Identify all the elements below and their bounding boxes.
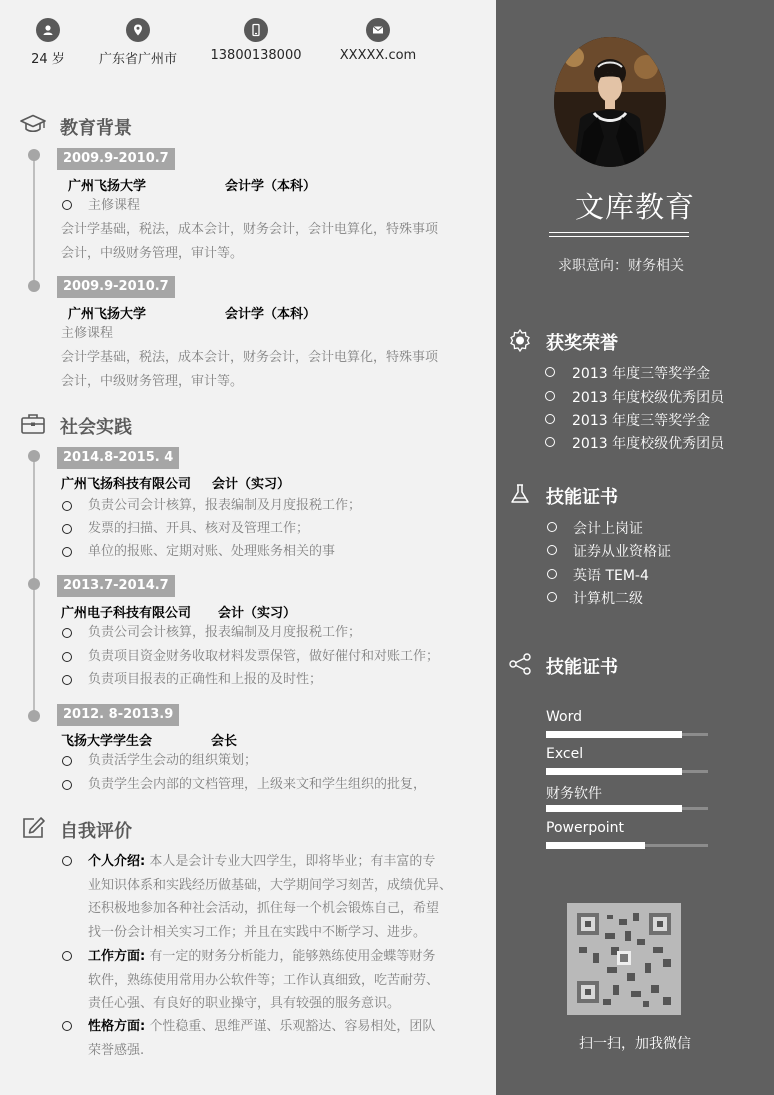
practice-role: 会长 <box>211 734 238 749</box>
timeline-dot <box>28 450 40 462</box>
mail-icon <box>366 18 390 42</box>
skill-name: Excel <box>546 746 584 762</box>
briefcase-icon <box>20 411 46 441</box>
evaluation-line: 本人是会计专业大四学生，即将毕业；有丰富的专 <box>145 854 436 869</box>
bullet-circle <box>547 592 557 602</box>
practice-role: 会计（实习） <box>212 477 291 492</box>
divider-line <box>549 236 689 237</box>
bullet-circle <box>547 522 557 532</box>
evaluation-line: 个性稳重、思维严谨、乐观豁达、容易相处，团队 <box>145 1019 436 1034</box>
bullet-circle <box>62 524 72 534</box>
evaluation-line: 荣誉感强. <box>88 1042 145 1058</box>
education-date-badge: 2009.9-2010.7 <box>57 148 175 170</box>
wechat-qr-code[interactable] <box>567 903 681 1015</box>
practice-item: 负责学生会内部的文档管理，上级来文和学生组织的批复， <box>88 777 427 792</box>
evaluation-title: 自我评价 <box>60 821 132 842</box>
user-icon <box>36 18 60 42</box>
skill-bar-fill <box>546 842 645 849</box>
bullet-circle <box>62 675 72 685</box>
candidate-name: 文库教育 <box>574 190 695 224</box>
skill-bar-fill <box>546 731 682 738</box>
course-line: 会计学基础，税法，成本会计，财务会计，会计电算化，特殊事项 <box>61 350 439 365</box>
contact-phone <box>210 18 302 63</box>
practice-item: 负责公司会计核算，报表编制及月度报税工作； <box>88 625 362 640</box>
divider-line <box>549 232 689 233</box>
skill-bar-fill <box>546 768 682 775</box>
timeline-dot <box>28 578 40 590</box>
bullet-circle <box>62 1021 72 1031</box>
email-text: XXXXX.com <box>339 48 417 63</box>
skill-name: Powerpoint <box>546 820 625 836</box>
skill-bar-fill <box>546 805 682 812</box>
education-date-badge: 2009.9-2010.7 <box>57 276 175 298</box>
qr-caption: 扫一扫，加我微信 <box>579 1036 691 1052</box>
bullet-circle <box>545 437 555 447</box>
practice-org: 广州电子科技有限公司 <box>61 606 192 621</box>
cert-item: 计算机二级 <box>573 591 643 607</box>
contact-email <box>338 18 418 63</box>
evaluation-line: 找一份会计相关实习工作；并且在实践中不断学习、进步。 <box>88 924 427 940</box>
practice-item: 负责公司会计核算，报表编制及月度报税工作； <box>88 498 362 513</box>
evaluation-item-character <box>88 1015 456 1062</box>
evaluation-line: 责任心强、有良好的职业操守，具有较强的服务意识。 <box>88 996 401 1011</box>
contact-bar <box>0 18 496 78</box>
practice-item: 单位的报账、定期对账、处理账务相关的事 <box>88 544 336 559</box>
practice-item: 负责项目报表的正确性和上报的及时性； <box>88 672 323 687</box>
practice-date-badge: 2012. 8-2013.9 <box>57 704 179 726</box>
practice-item: 发票的扫描、开具、核对及管理工作； <box>88 521 310 536</box>
timeline-dot <box>28 149 40 161</box>
evaluation-item-intro <box>88 850 456 944</box>
timeline-dot <box>28 280 40 292</box>
contact-location <box>96 18 180 67</box>
cert-item: 英语 TEM-4 <box>573 568 649 584</box>
share-nodes-icon <box>508 652 532 680</box>
practice-date-badge: 2014.8-2015. 4 <box>57 447 179 469</box>
location-pin-icon <box>126 18 150 42</box>
award-item: 2013 年度三等奖学金 <box>572 366 711 382</box>
phone-text: 13800138000 <box>210 48 302 63</box>
bullet-circle <box>62 780 72 790</box>
bullet-circle <box>545 391 555 401</box>
practice-role: 会计（实习） <box>218 606 297 621</box>
location-text: 广东省广州市 <box>98 52 177 67</box>
course-line: 会计，中级财务管理，审计等。 <box>61 246 244 261</box>
award-item: 2013 年度校级优秀团员 <box>572 390 725 406</box>
education-course-text <box>61 218 456 266</box>
phone-icon <box>244 18 268 42</box>
evaluation-label: 性格方面: <box>88 1019 146 1034</box>
award-item: 2013 年度校级优秀团员 <box>572 436 725 452</box>
right-sidebar <box>496 0 774 1095</box>
certs-header <box>508 482 618 510</box>
education-header <box>20 113 132 141</box>
evaluation-line: 软件，熟练使用常用办公软件等；工作认真细致，吃苦耐劳、 <box>88 972 440 988</box>
award-medal-icon <box>508 328 532 356</box>
course-line: 会计，中级财务管理，审计等。 <box>61 374 244 389</box>
bullet-circle <box>62 951 72 961</box>
bullet-circle <box>545 367 555 377</box>
bullet-circle <box>547 545 557 555</box>
bullet-circle <box>62 547 72 557</box>
skill-name: Word <box>546 709 582 725</box>
award-item: 2013 年度三等奖学金 <box>572 413 711 429</box>
bullet-circle <box>545 414 555 424</box>
education-major: 会计学（本科） <box>225 179 317 194</box>
job-objective: 求职意向：财务相关 <box>558 258 684 274</box>
practice-date-badge: 2013.7-2014.7 <box>57 575 175 597</box>
education-course-text <box>61 346 456 394</box>
education-major: 会计学（本科） <box>225 307 317 322</box>
bullet-circle <box>62 652 72 662</box>
practice-title: 社会实践 <box>60 417 132 438</box>
practice-org: 广州飞扬科技有限公司 <box>61 477 192 492</box>
education-timeline-line <box>33 154 35 286</box>
graduation-cap-icon <box>20 112 46 142</box>
certs-title: 技能证书 <box>546 487 618 508</box>
evaluation-line: 业知识体系和实践经历做基础，大学期间学习刻苦，成绩优异、 <box>88 877 453 893</box>
awards-title: 获奖荣誉 <box>546 333 618 354</box>
evaluation-line: 有一定的财务分析能力，能够熟练使用金蝶等财务 <box>145 949 436 964</box>
bullet-circle <box>62 628 72 638</box>
contact-age <box>28 18 68 67</box>
evaluation-label: 工作方面: <box>88 949 146 964</box>
evaluation-label: 个人介绍: <box>88 854 146 869</box>
evaluation-header <box>20 816 132 844</box>
practice-org: 飞扬大学学生会 <box>61 734 153 749</box>
cert-item: 证券从业资格证 <box>573 544 671 560</box>
education-title: 教育背景 <box>60 118 132 139</box>
age-text: 24 岁 <box>31 52 65 67</box>
evaluation-line: 还积极地参加各种社会活动，抓住每一个机会锻炼自己，希望 <box>88 901 440 916</box>
flask-icon <box>508 482 532 510</box>
evaluation-item-work <box>88 945 456 1016</box>
awards-header <box>508 328 618 356</box>
bullet-circle <box>62 200 72 210</box>
education-course-label: 主修课程 <box>88 198 141 213</box>
skills-header <box>508 652 618 680</box>
practice-item: 负责项目资金财务收取材料发票保管，做好催付和对账工作； <box>88 649 440 664</box>
skill-name: 财务软件 <box>546 786 602 802</box>
practice-header <box>20 412 132 440</box>
skills-title: 技能证书 <box>546 657 618 678</box>
practice-item: 负责活学生会动的组织策划； <box>88 753 258 768</box>
education-school: 广州飞扬大学 <box>68 179 147 194</box>
education-course-label: 主修课程 <box>61 326 114 341</box>
edit-pencil-icon <box>20 815 46 845</box>
education-school: 广州飞扬大学 <box>68 307 147 322</box>
bullet-circle <box>547 569 557 579</box>
timeline-dot <box>28 710 40 722</box>
avatar-photo <box>554 37 666 167</box>
course-line: 会计学基础，税法，成本会计，财务会计，会计电算化，特殊事项 <box>61 222 439 237</box>
cert-item: 会计上岗证 <box>573 521 643 537</box>
bullet-circle <box>62 756 72 766</box>
bullet-circle <box>62 856 72 866</box>
bullet-circle <box>62 501 72 511</box>
